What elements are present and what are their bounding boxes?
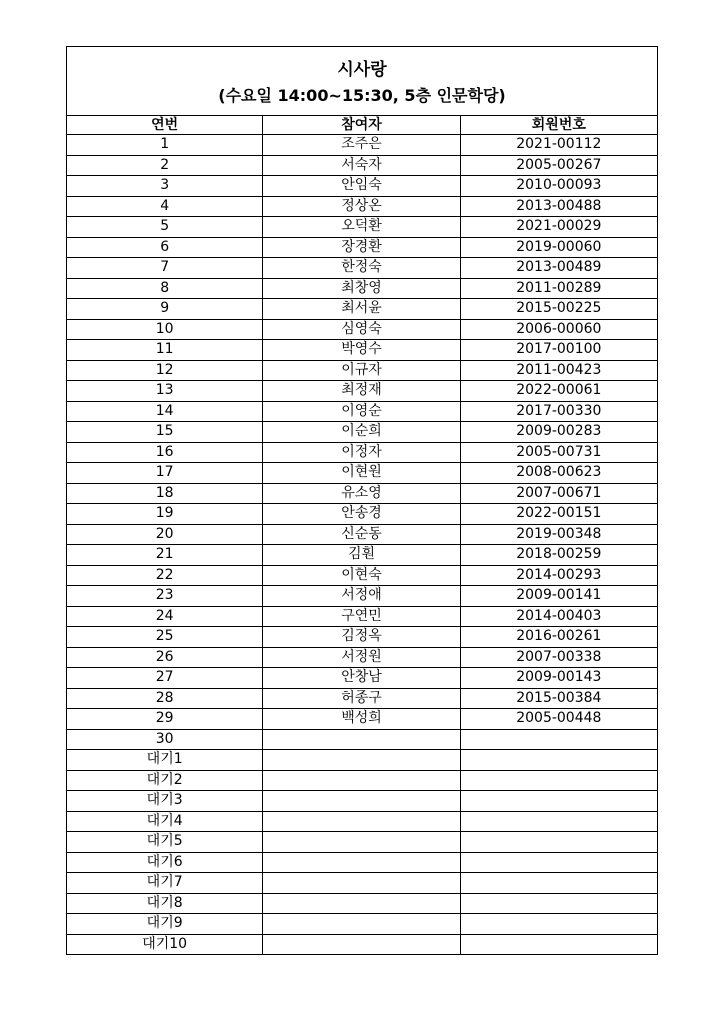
- table-row: [67, 176, 658, 197]
- serial-number-cell: 22: [67, 565, 263, 586]
- member-number-cell: 2013-00489: [460, 258, 657, 279]
- participant-name-cell: 최정재: [263, 381, 460, 402]
- member-number-cell: 2005-00448: [460, 709, 657, 730]
- participant-name-cell: 이영순: [263, 401, 460, 422]
- participant-name-cell: [263, 750, 460, 771]
- member-number-cell: [460, 914, 657, 935]
- member-number-cell: 2011-00423: [460, 360, 657, 381]
- header-participant: 참여자: [263, 116, 460, 135]
- serial-number-cell: 30: [67, 729, 263, 750]
- table-row: [67, 873, 658, 894]
- table-row: [67, 647, 658, 668]
- participant-name-cell: 이규자: [263, 360, 460, 381]
- participant-name-cell: 서숙자: [263, 155, 460, 176]
- member-number-cell: 2014-00293: [460, 565, 657, 586]
- serial-number-cell: 대기6: [67, 852, 263, 873]
- table-row: [67, 217, 658, 238]
- participant-table: [66, 46, 658, 955]
- participant-name-cell: [263, 893, 460, 914]
- table-title: [67, 47, 658, 116]
- participant-name-cell: 조주은: [263, 135, 460, 156]
- member-number-cell: [460, 832, 657, 853]
- member-number-cell: [460, 750, 657, 771]
- serial-number-cell: 14: [67, 401, 263, 422]
- serial-number-cell: 대기10: [67, 934, 263, 955]
- serial-number-cell: 10: [67, 319, 263, 340]
- participant-name-cell: [263, 729, 460, 750]
- participant-name-cell: 심영숙: [263, 319, 460, 340]
- member-number-cell: 2010-00093: [460, 176, 657, 197]
- member-number-cell: 2021-00029: [460, 217, 657, 238]
- member-number-cell: [460, 770, 657, 791]
- member-number-cell: [460, 729, 657, 750]
- table-row: [67, 237, 658, 258]
- serial-number-cell: 대기4: [67, 811, 263, 832]
- member-number-cell: 2011-00289: [460, 278, 657, 299]
- serial-number-cell: 2: [67, 155, 263, 176]
- member-number-cell: 2013-00488: [460, 196, 657, 217]
- table-row: [67, 340, 658, 361]
- table-row: [67, 319, 658, 340]
- participant-name-cell: 안송경: [263, 504, 460, 525]
- participant-name-cell: [263, 873, 460, 894]
- serial-number-cell: 9: [67, 299, 263, 320]
- member-number-cell: 2021-00112: [460, 135, 657, 156]
- participant-name-cell: 신순동: [263, 524, 460, 545]
- table-row: [67, 565, 658, 586]
- participant-name-cell: 최창영: [263, 278, 460, 299]
- serial-number-cell: 23: [67, 586, 263, 607]
- serial-number-cell: 5: [67, 217, 263, 238]
- member-number-cell: 2007-00338: [460, 647, 657, 668]
- member-number-cell: [460, 811, 657, 832]
- member-number-cell: 2019-00060: [460, 237, 657, 258]
- serial-number-cell: 4: [67, 196, 263, 217]
- participant-name-cell: 김정옥: [263, 627, 460, 648]
- member-number-cell: 2007-00671: [460, 483, 657, 504]
- table-row: [67, 401, 658, 422]
- table-row: [67, 258, 658, 279]
- table-row: [67, 504, 658, 525]
- participant-name-cell: 최서윤: [263, 299, 460, 320]
- serial-number-cell: 대기1: [67, 750, 263, 771]
- member-number-cell: [460, 934, 657, 955]
- participant-name-cell: 박영수: [263, 340, 460, 361]
- table-row: [67, 483, 658, 504]
- class-name-title: 시사랑: [337, 60, 387, 80]
- table-row: [67, 545, 658, 566]
- serial-number-cell: 7: [67, 258, 263, 279]
- participant-name-cell: 한정숙: [263, 258, 460, 279]
- table-row: [67, 606, 658, 627]
- table-row: [67, 729, 658, 750]
- serial-number-cell: 1: [67, 135, 263, 156]
- header-member-number: 회원번호: [460, 116, 657, 135]
- member-number-cell: [460, 873, 657, 894]
- header-row: [67, 116, 658, 135]
- serial-number-cell: 대기7: [67, 873, 263, 894]
- member-number-cell: 2014-00403: [460, 606, 657, 627]
- table-row: [67, 811, 658, 832]
- table-row: [67, 914, 658, 935]
- serial-number-cell: 대기3: [67, 791, 263, 812]
- participant-name-cell: [263, 832, 460, 853]
- serial-number-cell: 16: [67, 442, 263, 463]
- participant-name-cell: 정상온: [263, 196, 460, 217]
- serial-number-cell: 대기8: [67, 893, 263, 914]
- table-row: [67, 381, 658, 402]
- member-number-cell: 2009-00141: [460, 586, 657, 607]
- member-number-cell: 2022-00061: [460, 381, 657, 402]
- participant-name-cell: 오덕환: [263, 217, 460, 238]
- table-row: [67, 852, 658, 873]
- participant-name-cell: 안임숙: [263, 176, 460, 197]
- header-serial-number: 연번: [67, 116, 263, 135]
- table-row: [67, 709, 658, 730]
- member-number-cell: 2022-00151: [460, 504, 657, 525]
- serial-number-cell: 19: [67, 504, 263, 525]
- table-row: [67, 627, 658, 648]
- participant-name-cell: [263, 914, 460, 935]
- participant-name-cell: 안창남: [263, 668, 460, 689]
- member-number-cell: [460, 893, 657, 914]
- participant-name-cell: 백성희: [263, 709, 460, 730]
- participant-name-cell: 유소영: [263, 483, 460, 504]
- participant-name-cell: 이정자: [263, 442, 460, 463]
- member-number-cell: 2015-00225: [460, 299, 657, 320]
- serial-number-cell: 13: [67, 381, 263, 402]
- table-row: [67, 463, 658, 484]
- table-row: [67, 360, 658, 381]
- serial-number-cell: 11: [67, 340, 263, 361]
- participant-name-cell: 구연민: [263, 606, 460, 627]
- member-number-cell: 2005-00267: [460, 155, 657, 176]
- serial-number-cell: 17: [67, 463, 263, 484]
- table-row: [67, 524, 658, 545]
- table-row: [67, 135, 658, 156]
- serial-number-cell: 12: [67, 360, 263, 381]
- serial-number-cell: 3: [67, 176, 263, 197]
- member-number-cell: 2008-00623: [460, 463, 657, 484]
- serial-number-cell: 18: [67, 483, 263, 504]
- member-number-cell: 2016-00261: [460, 627, 657, 648]
- table-row: [67, 442, 658, 463]
- serial-number-cell: 21: [67, 545, 263, 566]
- participant-name-cell: 허종구: [263, 688, 460, 709]
- participant-name-cell: [263, 934, 460, 955]
- table-row: [67, 196, 658, 217]
- serial-number-cell: 25: [67, 627, 263, 648]
- table-body: [67, 135, 658, 955]
- participant-name-cell: 서정애: [263, 586, 460, 607]
- table-row: [67, 299, 658, 320]
- member-number-cell: [460, 791, 657, 812]
- member-number-cell: 2019-00348: [460, 524, 657, 545]
- serial-number-cell: 15: [67, 422, 263, 443]
- table-row: [67, 422, 658, 443]
- class-schedule-subtitle: (수요일 14:00~15:30, 5층 인문학당): [218, 86, 506, 105]
- serial-number-cell: 대기5: [67, 832, 263, 853]
- table-row: [67, 832, 658, 853]
- table-row: [67, 750, 658, 771]
- member-number-cell: [460, 852, 657, 873]
- member-number-cell: 2006-00060: [460, 319, 657, 340]
- participant-name-cell: 김훤: [263, 545, 460, 566]
- serial-number-cell: 26: [67, 647, 263, 668]
- member-number-cell: 2009-00283: [460, 422, 657, 443]
- member-number-cell: 2017-00100: [460, 340, 657, 361]
- participant-name-cell: [263, 791, 460, 812]
- member-number-cell: 2017-00330: [460, 401, 657, 422]
- table-row: [67, 155, 658, 176]
- table-row: [67, 586, 658, 607]
- participant-name-cell: 이현숙: [263, 565, 460, 586]
- member-number-cell: 2005-00731: [460, 442, 657, 463]
- member-number-cell: 2009-00143: [460, 668, 657, 689]
- table-row: [67, 770, 658, 791]
- serial-number-cell: 27: [67, 668, 263, 689]
- participant-name-cell: [263, 811, 460, 832]
- participant-name-cell: [263, 770, 460, 791]
- serial-number-cell: 29: [67, 709, 263, 730]
- participant-name-cell: 서정원: [263, 647, 460, 668]
- participant-name-cell: [263, 852, 460, 873]
- table-row: [67, 668, 658, 689]
- table-row: [67, 934, 658, 955]
- member-number-cell: 2018-00259: [460, 545, 657, 566]
- table-row: [67, 278, 658, 299]
- table-row: [67, 893, 658, 914]
- participant-name-cell: 장경환: [263, 237, 460, 258]
- serial-number-cell: 대기2: [67, 770, 263, 791]
- serial-number-cell: 대기9: [67, 914, 263, 935]
- serial-number-cell: 6: [67, 237, 263, 258]
- serial-number-cell: 24: [67, 606, 263, 627]
- participant-name-cell: 이순희: [263, 422, 460, 443]
- participant-name-cell: 이현원: [263, 463, 460, 484]
- table-row: [67, 688, 658, 709]
- member-number-cell: 2015-00384: [460, 688, 657, 709]
- serial-number-cell: 8: [67, 278, 263, 299]
- serial-number-cell: 20: [67, 524, 263, 545]
- table-row: [67, 791, 658, 812]
- serial-number-cell: 28: [67, 688, 263, 709]
